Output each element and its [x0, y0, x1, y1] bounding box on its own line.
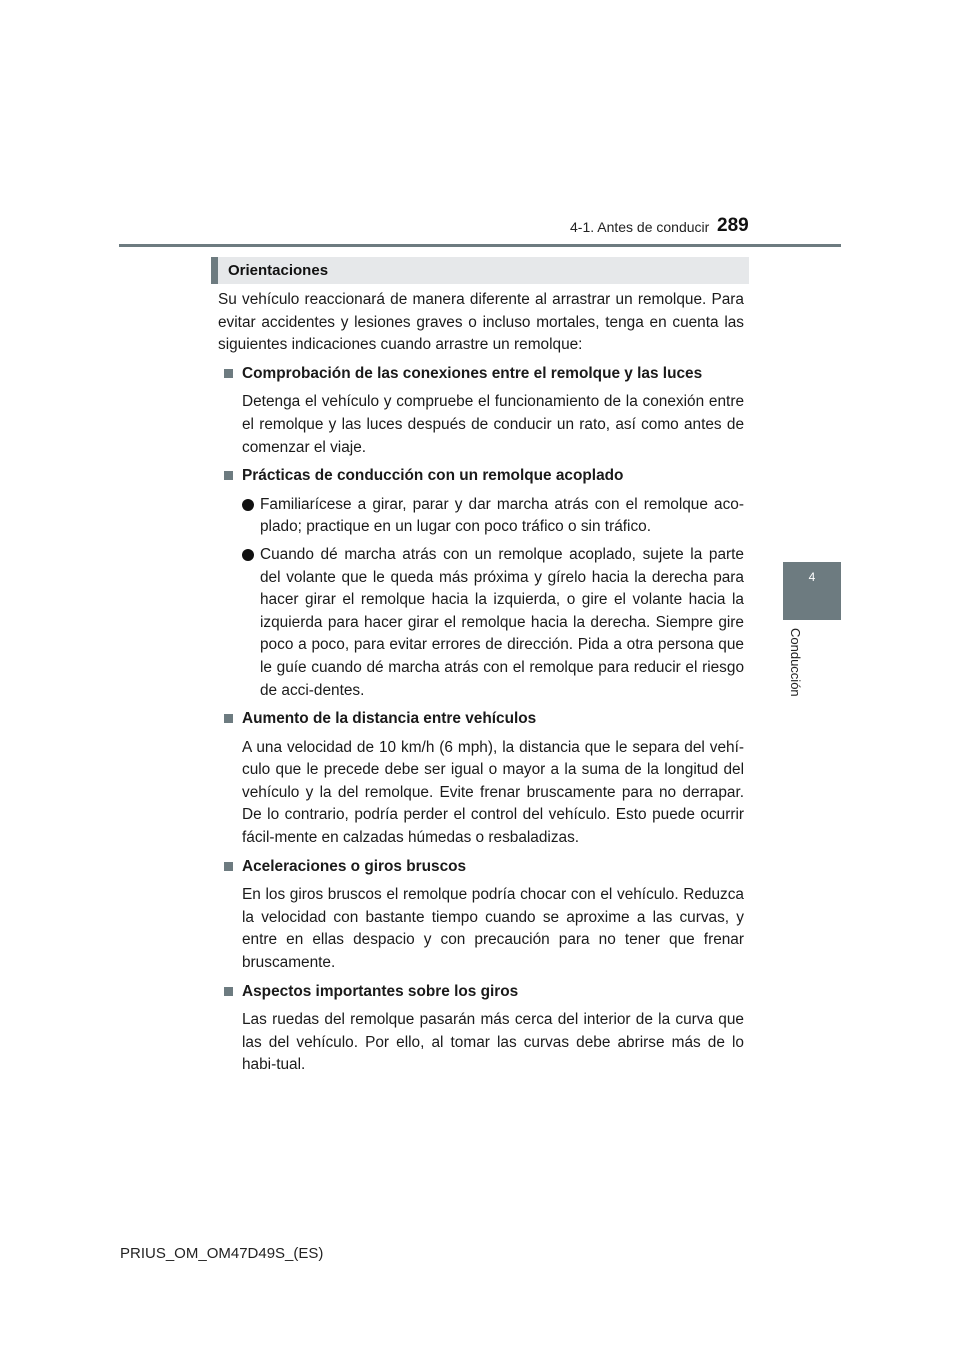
square-bullet-icon	[224, 987, 233, 996]
section-distance	[218, 708, 744, 850]
section-driving-practice	[218, 465, 744, 702]
section-turns	[218, 981, 744, 1077]
section-title-text: Prácticas de conducción con un remolque acoplado	[242, 467, 624, 485]
section-title-text: Aumento de la distancia entre vehículos	[242, 710, 537, 728]
section-title	[218, 708, 744, 731]
square-bullet-icon	[224, 714, 233, 723]
chapter-number: 4	[808, 570, 816, 584]
section-heading: Orientaciones	[228, 262, 329, 279]
list-item-text: Cuando dé marcha atrás con un remolque acoplado, sujete la parte del volante que le queda más próxima y gírelo hacia la derecha para hacer girar el remolque hacia la izquierda, o gire el volante hacia la izquierda para hacer girar el remolque hacia la derecha. Siempre gire poco a poco, para evitar errores de dirección. Pida a otra persona que le guíe cuando dé marcha atrás con el remolque para reducir el riesgo de acci-dentes.	[260, 545, 744, 699]
document-code: PRIUS_OM_OM47D49S_(ES)	[120, 1245, 324, 1262]
section-body: A una velocidad de 10 km/h (6 mph), la distancia que le separa del vehí-culo que le precede debe ser igual o mayor a la suma de la longitud del vehículo y la del remolque. Evite frenar bruscamente para no derrapar. De lo contrario, podría perder el control del vehículo. Esto puede ocurrir fácil-mente en calzadas húmedas o resbaladizas.	[242, 738, 744, 847]
section-title-text: Aspectos importantes sobre los giros	[242, 982, 519, 1000]
header-divider	[119, 244, 841, 247]
chapter-label: Conducción	[788, 628, 803, 697]
list-item-text: Familiarícese a girar, parar y dar marcha atrás con el remolque aco-plado; practique en un lugar con poco tráfico o sin tráfico.	[260, 495, 744, 536]
square-bullet-icon	[224, 369, 233, 378]
header-section-title: 4-1. Antes de conducir	[570, 219, 710, 235]
section-title	[218, 363, 744, 386]
section-title	[218, 856, 744, 879]
section-heading-box	[211, 257, 749, 284]
section-body: Las ruedas del remolque pasarán más cerca del interior de la curva que las del vehículo. Por ello, al tomar las curvas debe abrirse más de lo habi-tual.	[242, 1011, 744, 1074]
section-connections	[218, 363, 744, 459]
section-title-text: Aceleraciones o giros bruscos	[242, 857, 467, 875]
circle-bullet-icon	[242, 499, 254, 511]
section-title	[218, 465, 744, 488]
list-item	[218, 544, 744, 702]
chapter-tab	[783, 562, 841, 620]
section-body: Detenga el vehículo y compruebe el funcionamiento de la conexión entre el remolque y las luces después de conducir un rato, así como antes de comenzar el viaje.	[242, 393, 744, 456]
section-body: En los giros bruscos el remolque podría chocar con el vehículo. Reduzca la velocidad con bastante tiempo cuando se aproxime a las curvas, y entre en ellas despacio y con precaución para no tener que frenar bruscamente.	[242, 886, 744, 972]
intro-paragraph: Su vehículo reaccionará de manera diferente al arrastrar un remolque. Para evitar accidentes y lesiones graves o incluso mortales, tenga en cuenta las siguientes indicaciones cuando arrastre un remolque:	[218, 291, 744, 354]
section-acceleration	[218, 856, 744, 975]
circle-bullet-icon	[242, 549, 254, 561]
section-title-text: Comprobación de las conexiones entre el remolque y las luces	[242, 364, 703, 382]
page-number: 289	[717, 215, 749, 236]
section-title	[218, 981, 744, 1004]
list-item	[218, 494, 744, 539]
square-bullet-icon	[224, 471, 233, 480]
square-bullet-icon	[224, 862, 233, 871]
main-content	[218, 289, 744, 1083]
